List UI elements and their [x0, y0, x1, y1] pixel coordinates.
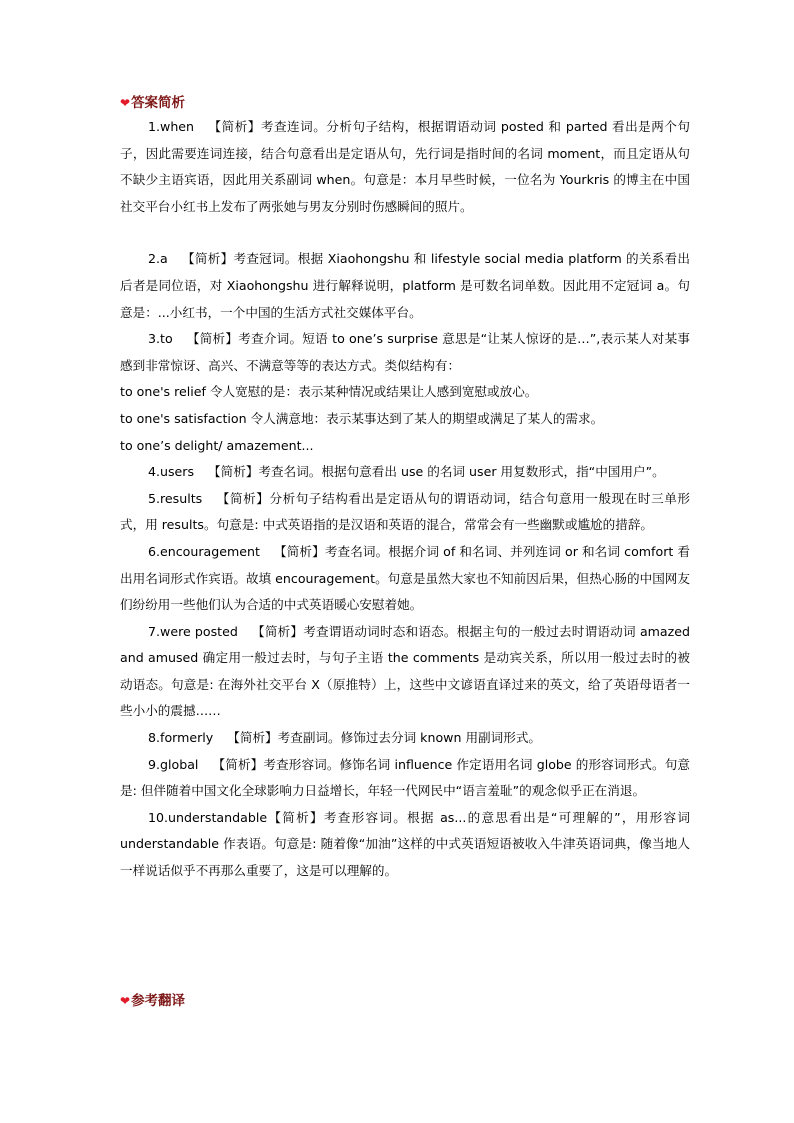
analysis-text: 考查冠词。根据 Xiaohongshu 和 lifestyle social media platform 的关系看出后者是同位语，对 Xiaohongshu 进行解释说明，platform 是可数名词单数。因此用不定冠词 a。句意是：...小红书，一个中国的生活方式社交媒体平台。 — [120, 251, 691, 320]
answer-number: 6.encouragement — [148, 543, 260, 559]
analysis-tag: 【简析】 — [216, 490, 270, 506]
analysis-tag: 【简析】 — [186, 331, 239, 347]
answer-number: 5.results — [148, 490, 203, 506]
answer-number: 9.global — [148, 756, 199, 772]
answer-item-5 — [120, 486, 690, 539]
analysis-tag: 【简析】 — [273, 543, 325, 559]
analysis-text: 考查副词。修饰过去分词 known 用副词形式。 — [277, 730, 542, 746]
analysis-tag: 【简析】 — [208, 464, 259, 480]
heart-icon: ❤ — [120, 994, 131, 1008]
answer-number: 10.understandable — [148, 809, 268, 825]
similar-structure-1: to one's relief 令人宽慰的是：表示某种情况或结果让人感到宽慰或放心。 — [120, 384, 538, 400]
answer-item-6 — [120, 539, 690, 619]
answer-number: 3.to — [148, 331, 173, 347]
answer-heading-text: 答案简析 — [131, 95, 186, 111]
analysis-tag: 【简析】 — [212, 756, 264, 772]
analysis-tag: 【简析】 — [251, 623, 304, 639]
analysis-text: 分析句子结构看出是定语从句的谓语动词，结合句意用一般现在时三单形式，用 results。句意是: 中式英语指的是汉语和英语的混合，常常会有一些幽默或尴尬的措辞。 — [120, 490, 691, 533]
answer-number: 1.when — [148, 119, 195, 134]
answer-item-2 — [120, 246, 690, 326]
answer-item-10 — [120, 805, 690, 885]
answer-item-9 — [120, 752, 690, 805]
reference-heading-text: 参考翻译 — [131, 993, 186, 1009]
answer-heading — [120, 92, 690, 114]
answer-item-3 — [120, 326, 690, 379]
answer-number: 8.formerly — [148, 730, 214, 746]
answer-item-4 — [120, 459, 690, 486]
analysis-tag: 【简析】 — [227, 730, 278, 746]
analysis-tag: 【简析】 — [208, 119, 261, 134]
answer-number: 7.were posted — [148, 623, 238, 639]
analysis-text: 考查连词。分析句子结构，根据谓语动词 posted 和 parted 看出是两个句子，因此需要连词连接，结合句意看出是定语从句，先行词是指时间的名词 moment，而且定语从句不缺少主语宾语，因此用关系副词 when。句意是：本月早些时候，一位名为 Yourkris 的博主在中国社交平台小红书上发布了两张她与男友分别时伤感瞬间的照片。 — [120, 119, 691, 214]
answer-item-1 — [120, 114, 690, 220]
answer-item-8 — [120, 725, 690, 752]
heart-icon: ❤ — [120, 96, 131, 110]
similar-structure-2: to one's satisfaction 令人满意地：表示某事达到了某人的期望或满足了某人的需求。 — [120, 410, 604, 426]
analysis-text: 考查名词。根据介词 of 和名词、并列连词 or 和名词 comfort 看出用名词形式作宾语。故填 encouragement。句意是虽然大家也不知前因后果，但热心肠的中国网友们纷纷用一些他们认为合适的中式英语暖心安慰着她。 — [120, 543, 691, 613]
answer-number: 4.users — [148, 464, 195, 480]
analysis-text: 考查形容词。根据 as...的意思看出是“可理解的”，用形容词 understandable 作表语。句意是: 随着像“加油”这样的中式英语短语被收入牛津英语词典，像当地人一样说话似乎不再那么重要了，这是可以理解的。 — [120, 809, 691, 879]
analysis-text: 考查名词。根据句意看出 use 的名词 user 用复数形式，指“中国用户”。 — [258, 464, 665, 480]
reference-heading — [120, 990, 185, 1012]
answer-item-7 — [120, 619, 690, 725]
analysis-text: 考查介词。短语 to one’s surprise 意思是“让某人惊讶的是…”,表示某人对某事感到非常惊讶、高兴、不满意等等的表达方式。类似结构有： — [120, 331, 690, 373]
similar-structure-3: to one’s delight/ amazement... — [120, 437, 314, 453]
analysis-tag: 【简析】 — [267, 809, 324, 825]
analysis-text: 考查谓语动词时态和语态。根据主句的一般过去时谓语动词 amazed and amused 确定用一般过去时，与句子主语 the comments 是动宾关系，所以用一般过去时的被动语态。句意是: 在海外社交平台 X（原推特）上，这些中文谚语直译过来的英文，给了英语母语者一些小小的震撼…… — [120, 623, 690, 719]
answer-number: 2.a — [148, 251, 168, 267]
analysis-tag: 【简析】 — [181, 251, 234, 267]
analysis-text: 考查形容词。修饰名词 influence 作定语用名词 globe 的形容词形式。句意是: 但伴随着中国文化全球影响力日益增长，年轻一代网民中“语言羞耻”的观念似乎正在消退。 — [120, 756, 690, 799]
document-body — [120, 92, 690, 885]
